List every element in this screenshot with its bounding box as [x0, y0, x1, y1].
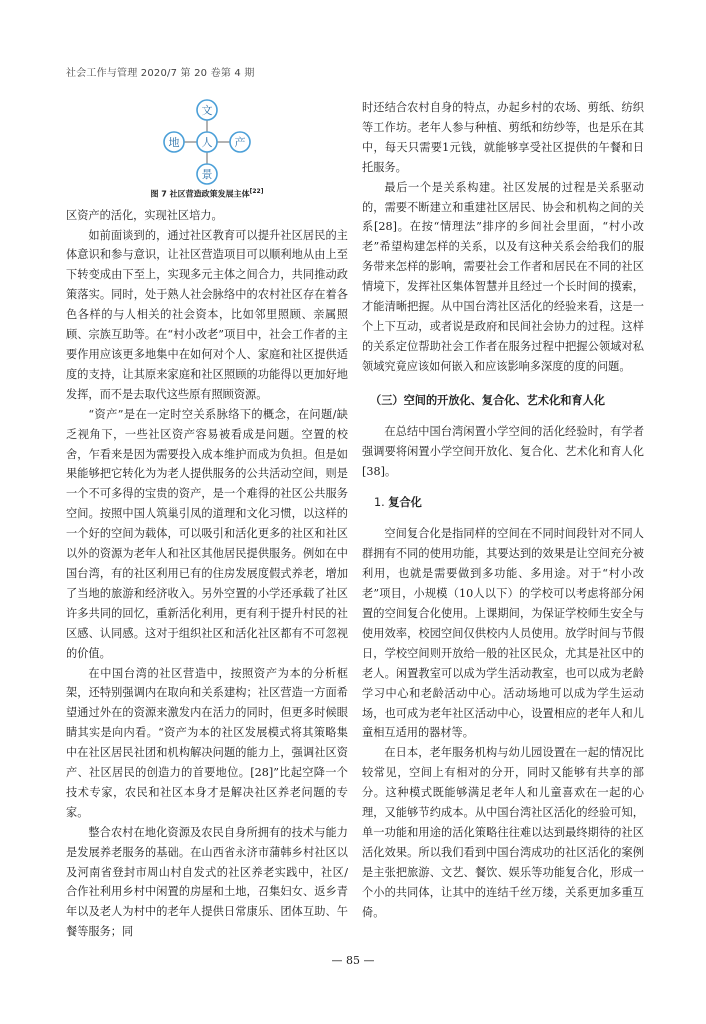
node-left-label: 地 — [168, 136, 180, 149]
journal-header: 社会工作与管理 2020/7 第 20 卷第 4 期 — [66, 68, 255, 79]
paragraph: 最后一个是关系构建。社区发展的过程是关系驱动的，需要不断建立和重建社区居民、协会和机构之间的关系[28]。在按“情理法”排序的乡间社会里面，“村小改老”希望构建怎样的关系，以及有这种关系会给我们的服务带来怎样的影响，需要社会工作者和居民在不同的社区情境下，发挥社区集体智慧并且经过一个长时间的摸索，才能清晰把握。从中国台湾社区活化的经验来看，这是一个上下互动，或者说是政府和民间社会协力的过程。这样的关系定位帮助社会工作者在服务过程中把握公领域对私领域究竟应该如何嵌入和应该影响多深度的度的问题。 — [362, 180, 644, 373]
node-center-label: 人 — [201, 136, 213, 149]
subsection-title: 复合化 — [388, 496, 422, 510]
node-top-label: 文 — [201, 104, 213, 117]
paragraph: 如前面谈到的，通过社区教育可以提升社区居民的主体意识和参与意识，让社区营造项目可以顺利地从由上至下转变成由下至上，实现多元主体之间合力，共同推动政策落实。同时，处于熟人社会脉络中的农村社区存在着各色各样的与人相关的社会资本，比如邻里照顾、亲属照顾、宗族互助等。在“村小改老”项目中，社会工作者的主要作用应该更多地集中在如何对个人、家庭和社区提供适度的支持，让其原来家庭和社区照顾的功能得以更加好地发挥，而不是去取代这些原有照顾资源。 — [66, 228, 348, 401]
section-heading: （三）空间的开放化、复合化、艺术化和育人化 — [370, 393, 605, 407]
paragraph: 整合农村在地化资源及农民自身所拥有的技术与能力是发展养老服务的基础。在山西省永济市蒲韩乡村社区以及河南省登封市周山村自发式的社区养老实践中，社区/合作社利用乡村中闲置的房屋和土地，召集妇女、返乡青年以及老人为村中的老年人提供日常康乐、团体互助、午餐等服务；同 — [66, 825, 348, 939]
figure-7 — [66, 98, 348, 188]
right-column — [362, 98, 644, 923]
figure-caption — [66, 188, 348, 200]
paragraph: 在日本，老年服务机构与幼儿园设置在一起的情况比较常见，空间上有相对的分开，同时又能够有共享的部分。这种模式既能够满足老年人和儿童喜欢在一起的心理，又能够节约成本。从中国台湾社区活化的经验可知，单一功能和用途的活化策略往往难以达到最终期待的社区活化效果。所以我们看到中国台湾成功的社区活化的案例是主张把旅游、文艺、餐饮、娱乐等功能复合化，形成一个小的共同体，让其中的连结千丝万缕，关系更加多重互倚。 — [362, 746, 644, 919]
policy-subject-diagram — [162, 98, 252, 186]
paragraph: “资产”是在一定时空关系脉络下的概念，在问题/缺乏视角下，一些社区资产容易被看成是问题。空置的校舍，乍看来是因为需要投入成本维护而成为负担。但是如果能够把它转化为为老人提供服务的公共活动空间，则是一个不可多得的宝贵的资产，是一个难得的社区公共服务空间。按照中国人筑巢引凤的道理和文化习惯，以这样的一个好的空间为载体，可以吸引和活化更多的社区和社区以外的资源为老年人和社区其他居民提供服务。例如在中国台湾，有的社区利用已有的住房发展度假式养老，增加了当地的旅游和经济收入。另外空置的小学还承载了社区许多共同的回忆，重新活化利用，更有利于提升村民的社区感、认同感。这对于组织社区和活化社区都有不可忽视的价值。 — [66, 407, 348, 660]
figure-caption-ref: [22] — [249, 188, 264, 195]
paragraph: 区资产的活化，实现社区培力。 — [66, 208, 223, 222]
paragraph: 在总结中国台湾闲置小学空间的活化经验时，有学者强调要将闲置小学空间开放化、复合化、艺术化和育人化[38]。 — [362, 424, 644, 478]
left-column — [66, 98, 348, 942]
paragraph: 在中国台湾的社区营造中，按照资产为本的分析框架，还特别强调内在取向和关系建构；社区营造一方面希望通过外在的资源来激发内在活力的同时，但更多时候眼睛其实是向内看。“资产为本的社区发展模式将其策略集中在社区居民社团和机构解决问题的能力上，强调社区资产、社区居民的创造力的首要地位。[28]”比起空降一个技术专家，农民和社区本身才是解决社区养老问题的专家。 — [66, 666, 348, 819]
node-bottom-label: 景 — [201, 168, 213, 181]
node-right-label: 产 — [234, 136, 246, 149]
figure-caption-text: 图 7 社区营造政策发展主体 — [150, 189, 250, 199]
subsection-heading — [374, 493, 644, 512]
paragraph: 空间复合化是指同样的空间在不同时间段针对不同人群拥有不同的使用功能，其要达到的效果是让空间充分被利用，也就是需要做到多功能、多用途。对于“村小改老”项目，小规模（10人以下）的学校可以考虑将部分闲置的空间复合化使用。上课期间，为保证学校师生安全与使用效率，校园空间仅供校内人员使用。放学时间与节假日，学校空间则开放给一般的社区民众，尤其是社区中的老人。闲置教室可以成为学生活动教室，也可以成为老龄学习中心和老龄活动中心。活动场地可以成为学生运动场，也可成为老年社区活动中心，设置相应的老年人和儿童相互适用的器材等。 — [362, 527, 644, 740]
page-number: — 85 — — [331, 954, 375, 967]
subsection-number: 1. — [374, 496, 385, 510]
paragraph: 时还结合农村自身的特点，办起乡村的农场、剪纸、纺织等工作坊。老年人参与种植、剪纸和纺纱等，也是乐在其中，每天只需要1元钱，就能够享受社区提供的午餐和日托服务。 — [362, 101, 644, 174]
